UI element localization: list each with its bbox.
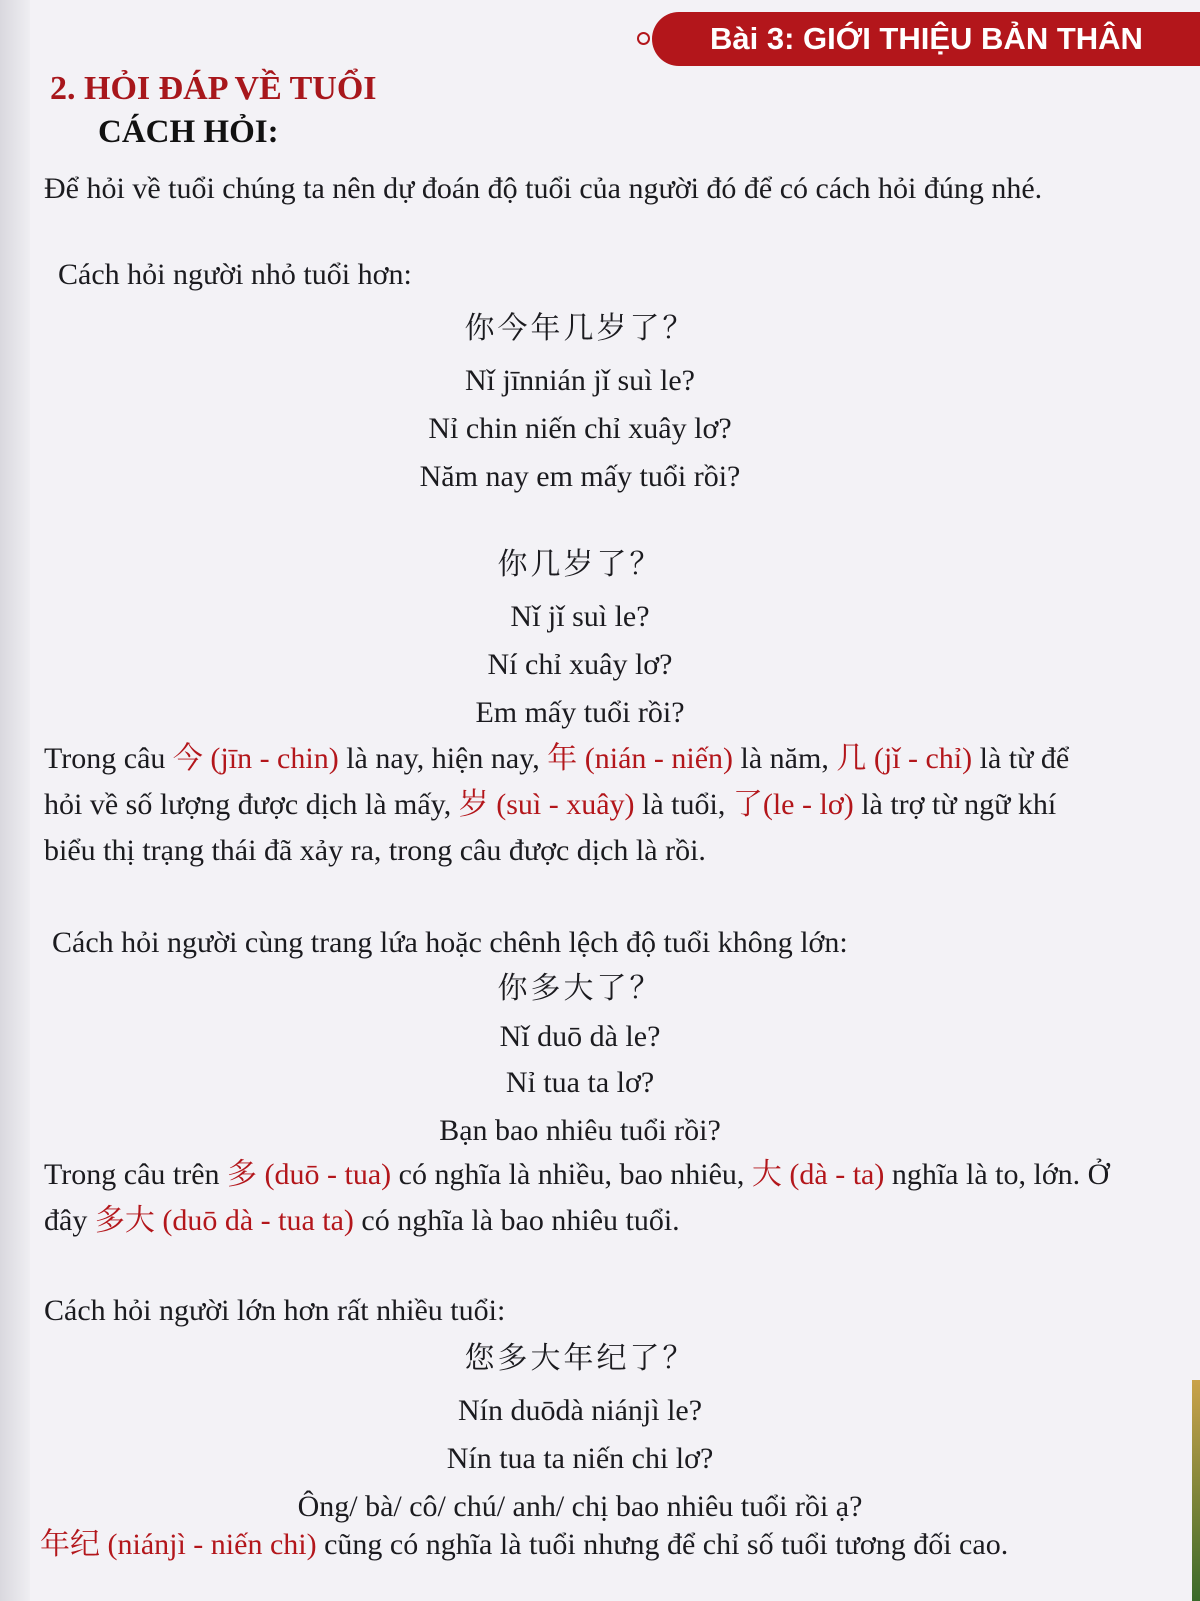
case1-q2-phonetic: Ní chỉ xuây lơ? xyxy=(487,648,673,681)
section-subheading: CÁCH HỎI: xyxy=(98,114,279,150)
explain3-paragraph: 年纪 (niánjì - niến chi) cũng có nghĩa là tuổi nhưng để chỉ số tuổi tương đối cao. xyxy=(40,1527,1009,1562)
term-le: 了 xyxy=(732,787,763,822)
lesson-header-banner: Bài 3: GIỚI THIỆU BẢN THÂN xyxy=(652,12,1200,66)
case1-q1-hanzi: 你今年几岁了？ xyxy=(464,311,696,346)
case2-q1-hanzi: 你多大了？ xyxy=(497,971,663,1006)
case2-q1-pinyin: Nǐ duō dà le? xyxy=(499,1020,661,1053)
case3-q1-meaning: Ông/ bà/ cô/ chú/ anh/ chị bao nhiêu tuổi rồi ạ? xyxy=(297,1490,863,1523)
case1-q2-pinyin: Nǐ jǐ suì le? xyxy=(510,600,650,633)
term-nianji: 年纪 xyxy=(40,1527,100,1562)
case2-label: Cách hỏi người cùng trang lứa hoặc chênh lệch độ tuổi không lớn: xyxy=(52,926,848,959)
term-jin: 今 xyxy=(172,741,203,776)
page-edge-strip xyxy=(1192,1380,1200,1601)
case3-q1-pinyin: Nín duōdà niánjì le? xyxy=(457,1394,703,1427)
banner-dot-icon xyxy=(637,32,650,45)
case1-q1-meaning: Năm nay em mấy tuổi rồi? xyxy=(419,460,741,493)
case1-label: Cách hỏi người nhỏ tuổi hơn: xyxy=(58,258,412,291)
case2-q1-meaning: Bạn bao nhiêu tuổi rồi? xyxy=(439,1114,721,1147)
case1-q1-pinyin: Nǐ jīnnián jǐ suì le? xyxy=(465,364,695,397)
section-title: 2. HỎI ĐÁP VỀ TUỔI xyxy=(50,70,377,107)
intro-paragraph: Để hỏi về tuổi chúng ta nên dự đoán độ tuổi của người đó để có cách hỏi đúng nhé. xyxy=(44,172,1043,205)
term-ji: 几 xyxy=(836,741,867,776)
case1-q2-meaning: Em mấy tuổi rồi? xyxy=(475,696,685,729)
term-da: 大 xyxy=(751,1157,782,1192)
case3-q1-phonetic: Nín tua ta niến chi lơ? xyxy=(446,1442,714,1475)
case3-q1-hanzi: 您多大年纪了？ xyxy=(464,1341,696,1376)
case1-q2-hanzi: 你几岁了？ xyxy=(497,547,663,582)
term-nian: 年 xyxy=(547,741,578,776)
explain1-paragraph: Trong câu 今 (jīn - chin) là nay, hiện nay, 年 (nián - niến) là năm, 几 (jǐ - chỉ) là từ để hỏi về số lượng được dịch là mấy, 岁 (suì - xuây) là tuổi, 了(le - lơ) là trợ từ ngữ khí biểu thị trạng thái đã xảy ra, trong câu được dịch là rồi. xyxy=(44,741,1070,867)
term-duoda: 多大 xyxy=(94,1203,155,1238)
case3-label: Cách hỏi người lớn hơn rất nhiều tuổi: xyxy=(44,1294,506,1327)
term-duo: 多 xyxy=(227,1157,258,1192)
explain2-paragraph: Trong câu trên 多 (duō - tua) có nghĩa là nhiều, bao nhiêu, 大 (dà - ta) nghĩa là to, lớn. Ở đây 多大 (duō dà - tua ta) có nghĩa là bao nhiêu tuổi. xyxy=(44,1157,1110,1238)
term-sui: 岁 xyxy=(458,787,489,822)
case1-q1-phonetic: Nỉ chin niến chỉ xuây lơ? xyxy=(428,412,732,445)
case2-q1-phonetic: Nỉ tua ta lơ? xyxy=(505,1066,655,1099)
